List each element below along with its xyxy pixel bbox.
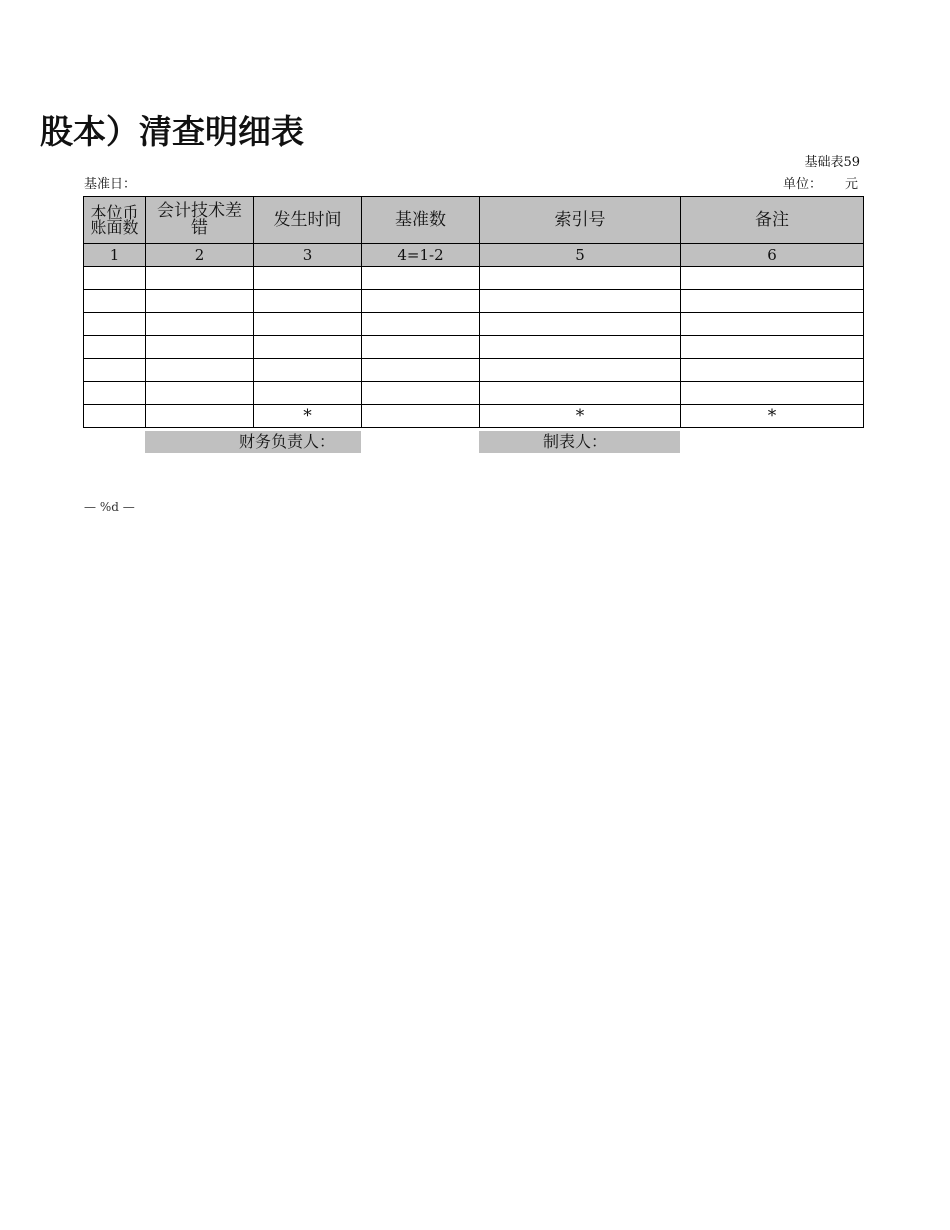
table-row bbox=[84, 313, 864, 336]
table-row bbox=[84, 359, 864, 382]
table-cell[interactable] bbox=[146, 359, 254, 382]
table-cell[interactable] bbox=[254, 359, 362, 382]
header-row bbox=[84, 197, 864, 244]
table-cell[interactable] bbox=[480, 290, 681, 313]
table-row bbox=[84, 290, 864, 313]
table-cell[interactable] bbox=[146, 336, 254, 359]
header-occurrence-time: 发生时间 bbox=[254, 197, 362, 244]
header-index-number: 索引号 bbox=[480, 197, 681, 244]
preparer-label: 制表人： bbox=[479, 431, 680, 453]
table-cell[interactable] bbox=[84, 336, 146, 359]
table-cell[interactable] bbox=[254, 313, 362, 336]
table-cell[interactable] bbox=[681, 290, 864, 313]
asterisk-cell[interactable]: * bbox=[681, 405, 864, 428]
table-row bbox=[84, 336, 864, 359]
table-cell[interactable] bbox=[84, 405, 146, 428]
table-row bbox=[84, 382, 864, 405]
table-cell[interactable] bbox=[681, 267, 864, 290]
table-cell[interactable] bbox=[362, 359, 480, 382]
table-cell[interactable] bbox=[254, 382, 362, 405]
unit-label: 单位： bbox=[783, 177, 823, 192]
table-row bbox=[84, 267, 864, 290]
asterisk-cell[interactable]: * bbox=[480, 405, 681, 428]
table-cell[interactable] bbox=[362, 405, 480, 428]
table-cell[interactable] bbox=[254, 267, 362, 290]
table-cell[interactable] bbox=[480, 336, 681, 359]
table-cell[interactable] bbox=[146, 382, 254, 405]
table-cell[interactable] bbox=[362, 267, 480, 290]
table-cell[interactable] bbox=[681, 359, 864, 382]
finance-manager-label: 财务负责人： bbox=[145, 431, 361, 453]
table-cell[interactable] bbox=[254, 336, 362, 359]
table-cell[interactable] bbox=[480, 382, 681, 405]
column-number: 3 bbox=[254, 244, 362, 267]
column-number: 6 bbox=[681, 244, 864, 267]
column-number: 5 bbox=[480, 244, 681, 267]
base-date-label: 基准日： bbox=[84, 177, 137, 192]
table-cell[interactable] bbox=[84, 267, 146, 290]
table-cell[interactable] bbox=[362, 290, 480, 313]
column-number-row bbox=[84, 244, 864, 267]
page-number-footer: — %d — bbox=[84, 500, 135, 514]
header-accounting-error: 会计技术差错 bbox=[146, 197, 254, 244]
table-row-asterisk bbox=[84, 405, 864, 428]
table-cell[interactable] bbox=[480, 267, 681, 290]
column-number: 1 bbox=[84, 244, 146, 267]
column-number: 2 bbox=[146, 244, 254, 267]
table-cell[interactable] bbox=[84, 359, 146, 382]
header-remarks: 备注 bbox=[681, 197, 864, 244]
table-cell[interactable] bbox=[681, 382, 864, 405]
table-cell[interactable] bbox=[681, 313, 864, 336]
table-cell[interactable] bbox=[84, 313, 146, 336]
table-cell[interactable] bbox=[146, 267, 254, 290]
inventory-table bbox=[83, 196, 864, 428]
table-cell[interactable] bbox=[362, 382, 480, 405]
header-book-value: 本位币账面数 bbox=[84, 197, 146, 244]
asterisk-cell[interactable]: * bbox=[254, 405, 362, 428]
header-base-amount: 基准数 bbox=[362, 197, 480, 244]
unit-value: 元 bbox=[845, 177, 859, 192]
table-cell[interactable] bbox=[84, 382, 146, 405]
table-cell[interactable] bbox=[146, 405, 254, 428]
table-cell[interactable] bbox=[146, 290, 254, 313]
form-code: 基础表59 bbox=[804, 155, 860, 170]
table-cell[interactable] bbox=[681, 336, 864, 359]
table-cell[interactable] bbox=[480, 313, 681, 336]
table-cell[interactable] bbox=[362, 336, 480, 359]
table-cell[interactable] bbox=[146, 313, 254, 336]
table-cell[interactable] bbox=[480, 359, 681, 382]
column-number: 4=1-2 bbox=[362, 244, 480, 267]
page-title: 股本）清查明细表 bbox=[40, 112, 304, 151]
table-cell[interactable] bbox=[254, 290, 362, 313]
table-cell[interactable] bbox=[362, 313, 480, 336]
table-cell[interactable] bbox=[84, 290, 146, 313]
